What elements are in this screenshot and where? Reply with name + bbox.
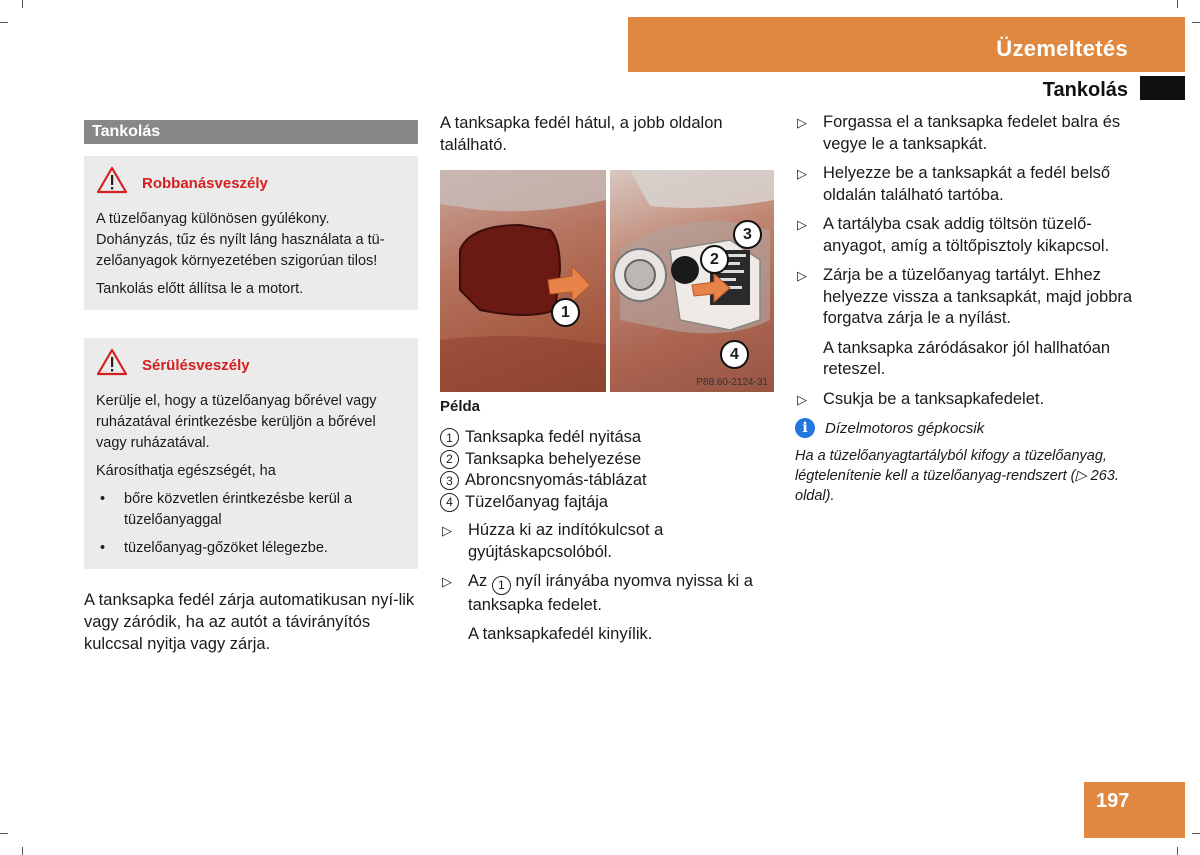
step-text: nyíl irányába nyomva nyissa ki a tanksapka fedelet. [468, 572, 753, 614]
step-arrow-icon: ▷ [797, 217, 807, 232]
crop-mark [1192, 22, 1200, 23]
instruction-steps [795, 112, 1140, 330]
callout-label: 3 [743, 225, 752, 243]
warning-text: A tüzelőanyag különösen gyúlékony. Dohányzás, tűz és nyílt láng használata a tü-zelőanyagok környezetében szigorúan tilos! [96, 211, 385, 269]
legend-text: Tüzelőanyag fajtája [465, 492, 609, 511]
warning-triangle-icon [96, 348, 128, 383]
callout-number: 1 [440, 428, 459, 447]
warning-text: Károsíthatja egészségét, ha [96, 463, 276, 479]
callout-number: 3 [440, 471, 459, 490]
step-arrow-icon: ▷ [442, 574, 452, 589]
callout-number: 4 [440, 493, 459, 512]
step-item [795, 163, 1140, 206]
instruction-steps [795, 389, 1140, 411]
figure-caption: Példa [440, 398, 481, 415]
step-text: Forgassa el a tanksapka fedelet balra és vegye le a tanksapkát. [823, 113, 1121, 153]
list-item: • tüzelőanyag-gőzöket lélegezbe. [96, 538, 406, 559]
step-text: Húzza ki az indítókulcsot a gyújtáskapcsolóból. [468, 521, 664, 561]
column-middle [440, 112, 775, 654]
crop-mark [1192, 833, 1200, 834]
step-note: A tanksapka záródásakor jól hallhatóan reteszel. [823, 338, 1111, 378]
warning-list [96, 489, 406, 559]
column-left [84, 112, 418, 655]
legend-item [440, 449, 775, 471]
topic-heading: Tankolás [84, 120, 418, 144]
callout-1 [551, 298, 580, 327]
step-arrow-icon: ▷ [797, 166, 807, 181]
step-text: Zárja be a tüzelőanyag tartályt. Ehhez helyezze vissza a tanksapkát, majd jobbra forgatva zárja le a nyílást. [823, 266, 1133, 327]
info-header [795, 418, 1140, 438]
step-note: A tanksapkafedél kinyílik. [468, 625, 653, 643]
warning-text: Kerülje el, hogy a tüzelőanyag bőrével vagy ruházatával érintkezésbe kerüljön a bőrével vagy ruházatával. [96, 393, 377, 451]
page-number: 197 [1096, 790, 1130, 812]
step-note-wrap [795, 338, 1140, 381]
step-item [440, 571, 775, 616]
figure-panel-open-flap [610, 170, 774, 392]
callout-number: 1 [492, 576, 511, 595]
callout-label: 2 [710, 250, 719, 268]
step-text: Az [468, 572, 488, 590]
column-right [795, 112, 1140, 506]
step-item [440, 520, 775, 563]
step-arrow-icon: ▷ [797, 115, 807, 130]
intro-paragraph: A tanksapka fedél hátul, a jobb oldalon található. [440, 114, 723, 154]
subsection-marker [1140, 76, 1185, 100]
legend-item [440, 492, 775, 514]
warning-box-injury [84, 338, 418, 569]
legend-item [440, 470, 775, 492]
crop-mark [22, 0, 23, 8]
step-note-wrap [440, 624, 775, 646]
crop-mark [1177, 0, 1178, 8]
warning-header [96, 348, 406, 383]
info-icon: i [795, 418, 815, 438]
subsection-title: Tankolás [1042, 79, 1128, 101]
crop-mark [1177, 847, 1178, 855]
step-arrow-icon: ▷ [797, 391, 807, 407]
legend-text: Tanksapka behelyezése [465, 449, 642, 468]
page-number-box [1084, 782, 1185, 838]
step-item [795, 112, 1140, 155]
callout-label: 1 [561, 303, 570, 321]
callout-number: 2 [440, 450, 459, 469]
legend-text: Abroncsnyomás-táblázat [465, 471, 647, 489]
figure-code: P88.60-2124-31 [696, 377, 768, 388]
instruction-steps [440, 520, 775, 616]
warning-box-explosion [84, 156, 418, 310]
warning-triangle-icon [96, 166, 128, 201]
callout-label: 4 [730, 345, 739, 363]
legend-text: Tanksapka fedél nyitása [465, 428, 642, 446]
figure-panel-closed-flap [440, 170, 606, 392]
step-arrow-icon: ▷ [442, 523, 452, 538]
warning-header [96, 166, 406, 201]
section-title: Üzemeltetés [996, 36, 1128, 61]
step-text: A tartályba csak addig töltsön tüzelő-anyagot, amíg a töltőpisztoly kikapcsol. [823, 215, 1110, 255]
step-item [795, 265, 1140, 330]
step-text: Helyezze be a tanksapkát a fedél belső oldalán található tartóba. [823, 164, 1111, 204]
step-item [795, 389, 1140, 411]
warning-title: Sérülésveszély [142, 357, 250, 374]
list-item: • bőre közvetlen érintkezésbe kerül a tüzelőanyaggal [96, 489, 406, 531]
callout-2 [700, 245, 729, 274]
step-text: Csukja be a tanksapkafedelet. [823, 389, 1045, 408]
info-text: Ha a tüzelőanyagtartályból kifogy a tüzelőanyag, légtelenítenie kell a tüzelőanyag-rendszert (▷ 263. oldal). [795, 448, 1119, 504]
step-item [795, 214, 1140, 257]
legend-item [440, 427, 775, 449]
fuel-filler-figure [440, 170, 774, 392]
figure-legend [440, 427, 775, 513]
crop-mark [0, 22, 8, 23]
info-title: Dízelmotoros gépkocsik [825, 419, 985, 437]
step-arrow-icon: ▷ [797, 268, 807, 283]
crop-mark [0, 833, 8, 834]
body-paragraph: A tanksapka fedél zárja automatikusan nyí-lik vagy záródik, ha az autót a távirányítós kulccsal nyitja vagy zárja. [84, 591, 415, 653]
crop-mark [22, 847, 23, 855]
callout-3 [733, 220, 762, 249]
warning-title: Robbanásveszély [142, 175, 268, 192]
callout-4 [720, 340, 749, 369]
warning-text: Tankolás előtt állítsa le a motort. [96, 281, 304, 297]
